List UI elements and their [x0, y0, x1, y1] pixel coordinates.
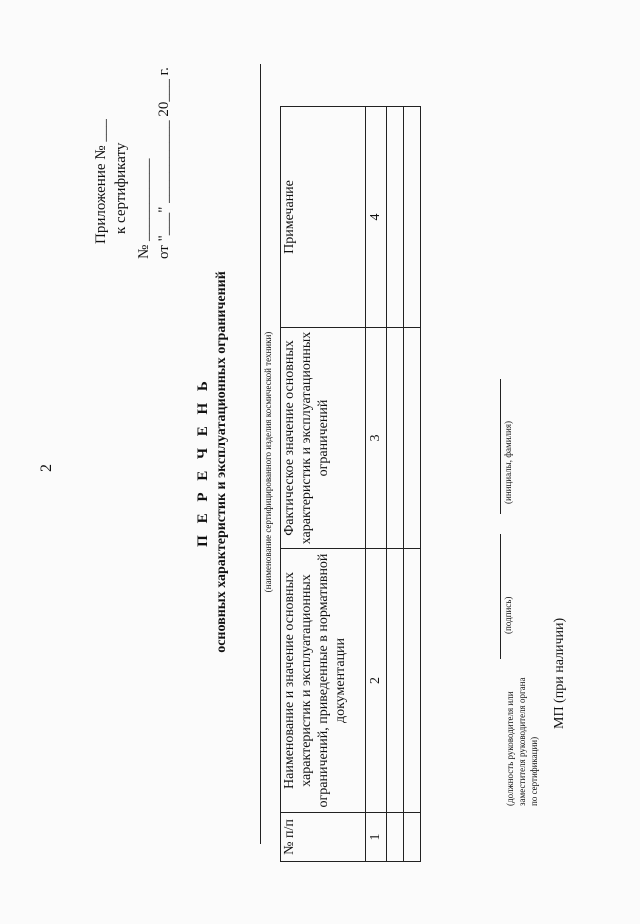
characteristics-table: [280, 106, 421, 862]
column-number: 4: [366, 107, 387, 328]
document-title: П Е Р Е Ч Е Н Ь: [195, 377, 211, 547]
table-cell: [404, 549, 421, 813]
column-number: 1: [366, 813, 387, 862]
appendix-line-2: к сертификату: [113, 142, 129, 234]
table-row: [404, 107, 421, 862]
header-cell-number: № п/п: [281, 813, 366, 862]
table-cell: [387, 813, 404, 862]
table-cell: [404, 328, 421, 549]
column-number: 2: [366, 549, 387, 813]
header-cell-actual: Фактическое значение основных характеристик и эксплуатационных ограничений: [281, 328, 366, 549]
table-cell: [404, 107, 421, 328]
product-name-caption: (наименование сертифицированного изделия космической техники): [263, 331, 273, 593]
stamp-place: МП (при наличии): [552, 617, 567, 729]
table-row: [387, 107, 404, 862]
header-cell-normative: Наименование и значение основных характеристик и эксплуатационных ограничений, приведенные в нормативной документации: [281, 549, 366, 813]
signatory-position-caption: (должность руководителя или заместителя руководителя органа по сертификации): [505, 677, 539, 806]
appendix-line-4: от "___" ___________ 20___ г.: [156, 67, 172, 259]
table-cell: [404, 813, 421, 862]
table-cell: [387, 549, 404, 813]
initials-caption: (инициалы, фамилия): [503, 421, 513, 504]
table-header-row: [281, 107, 366, 862]
appendix-line-3: № ___________: [136, 158, 152, 259]
page-number: 2: [38, 464, 55, 472]
appendix-line-1: Приложение № ___: [93, 119, 109, 244]
column-number: 3: [366, 328, 387, 549]
table-cell: [387, 328, 404, 549]
table-cell: [387, 107, 404, 328]
signature-line: [500, 534, 501, 659]
name-line: [500, 379, 501, 514]
product-name-line: [260, 64, 261, 844]
document-subtitle: основных характеристик и эксплуатационных ограничений: [214, 271, 229, 653]
signature-caption: (подпись): [503, 596, 513, 634]
header-cell-note: Примечание: [281, 107, 366, 328]
table-column-numbers-row: [366, 107, 387, 862]
